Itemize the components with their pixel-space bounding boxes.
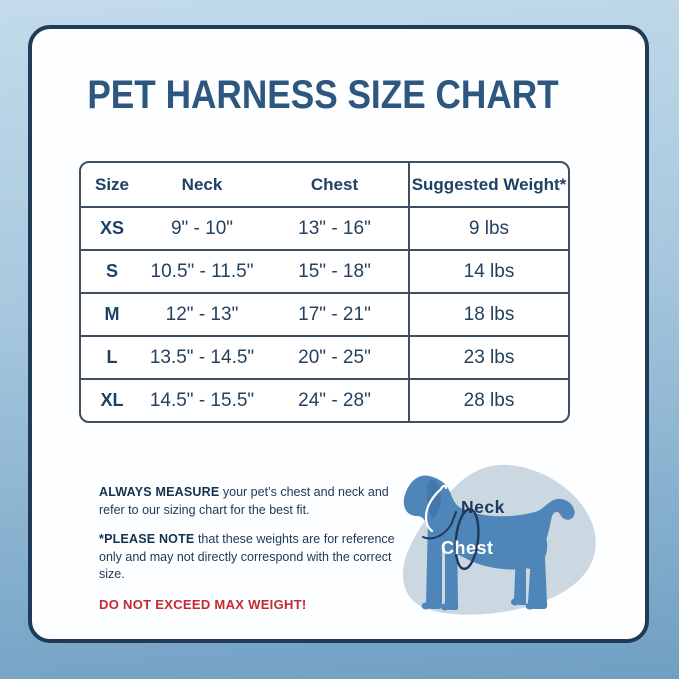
header-suggested-weight: Suggested Weight*	[409, 163, 568, 207]
note-please-rest: that these weights are for reference only and may not directly correspond with the correct size.	[99, 532, 395, 581]
neck-diagram-label: Neck	[461, 497, 505, 517]
size-table-container	[79, 161, 570, 423]
dog-measurement-diagram	[395, 457, 623, 643]
table-row	[81, 293, 568, 336]
header-chest: Chest	[310, 174, 359, 194]
size-chart-card	[28, 25, 649, 643]
cell-neck: 9" - 10"	[143, 207, 261, 250]
cell-neck: 10.5" - 11.5"	[143, 250, 261, 293]
dog-illustration	[395, 457, 623, 643]
cell-chest: 13" - 16"	[261, 207, 409, 250]
table-row	[81, 379, 568, 421]
cell-size: L	[81, 336, 143, 379]
table-row	[81, 207, 568, 250]
cell-chest: 24" - 28"	[261, 379, 409, 421]
cell-weight: 23 lbs	[409, 336, 568, 379]
max-weight-warning: DO NOT EXCEED MAX WEIGHT!	[99, 596, 307, 612]
cell-chest: 20" - 25"	[261, 336, 409, 379]
cell-weight: 18 lbs	[409, 293, 568, 336]
note-please	[99, 531, 407, 584]
table-row	[81, 250, 568, 293]
cell-size: XL	[81, 379, 143, 421]
cell-size: S	[81, 250, 143, 293]
note-please-bold: *PLEASE NOTE	[99, 532, 195, 546]
measurement-notes	[99, 484, 407, 626]
cell-neck: 14.5" - 15.5"	[143, 379, 261, 421]
cell-weight: 14 lbs	[409, 250, 568, 293]
cell-neck: 13.5" - 14.5"	[143, 336, 261, 379]
table-row	[81, 336, 568, 379]
header-neck: Neck	[181, 174, 223, 194]
page-title: PET HARNESS SIZE CHART	[87, 73, 559, 117]
size-table	[81, 163, 568, 421]
cell-chest: 15" - 18"	[261, 250, 409, 293]
cell-weight: 9 lbs	[409, 207, 568, 250]
cell-size: M	[81, 293, 143, 336]
chest-diagram-label: Chest	[441, 538, 494, 558]
table-header-row	[81, 163, 568, 207]
cell-chest: 17" - 21"	[261, 293, 409, 336]
note-measure	[99, 484, 407, 519]
cell-weight: 28 lbs	[409, 379, 568, 421]
cell-neck: 12" - 13"	[143, 293, 261, 336]
note-measure-rest: your pet’s chest and neck and refer to our sizing chart for the best fit.	[99, 485, 389, 517]
cell-size: XS	[81, 207, 143, 250]
note-measure-bold: ALWAYS MEASURE	[99, 485, 220, 499]
header-size: Size	[94, 174, 130, 194]
